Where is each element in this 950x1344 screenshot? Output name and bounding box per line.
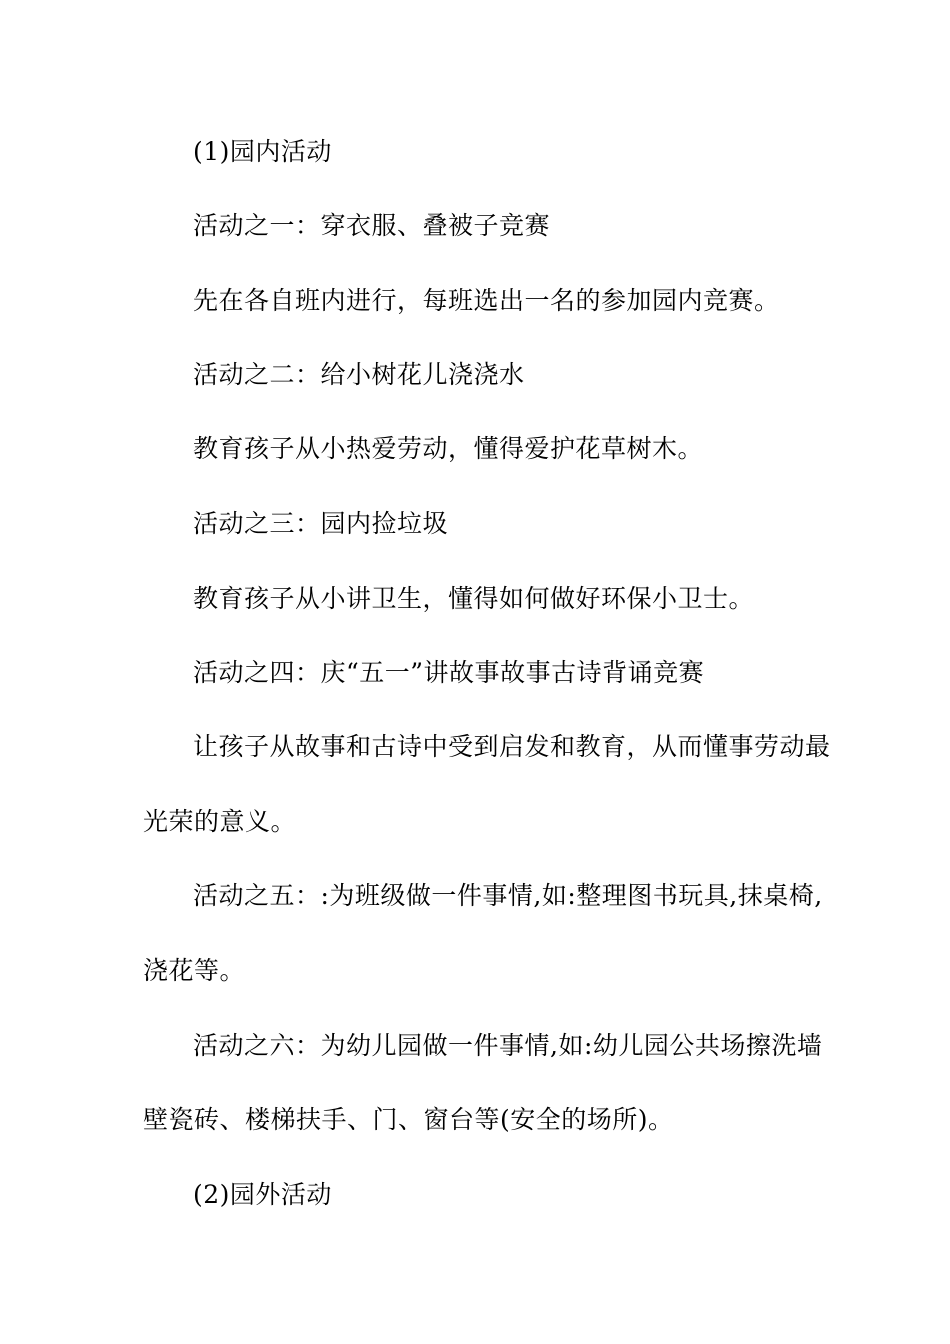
- activity-4-desc-line-1: 让孩子从故事和古诗中受到启发和教育，从而懂事劳动最: [193, 732, 831, 761]
- section-heading-1: (1)园内活动: [193, 137, 332, 166]
- activity-6-line-1: 活动之六：为幼儿园做一件事情,如:幼儿园公共场擦洗墙: [193, 1031, 823, 1060]
- activity-6-line-2: 壁瓷砖、楼梯扶手、门、窗台等(安全的场所)。: [143, 1105, 674, 1134]
- activity-5-line-2: 浇花等。: [143, 956, 246, 985]
- activity-5-line-1: 活动之五：:为班级做一件事情,如:整理图书玩具,抹桌椅,: [193, 881, 823, 910]
- activity-4-title: 活动之四：庆“五一”讲故事故事古诗背诵竞赛: [193, 658, 705, 687]
- activity-1-title: 活动之一：穿衣服、叠被子竞赛: [193, 211, 551, 240]
- activity-3-title: 活动之三：园内捡垃圾: [193, 509, 449, 538]
- section-heading-2: (2)园外活动: [193, 1180, 332, 1209]
- activity-2-title: 活动之二：给小树花儿浇浇水: [193, 360, 525, 389]
- activity-4-desc-line-2: 光荣的意义。: [143, 807, 297, 836]
- activity-3-desc: 教育孩子从小讲卫生，懂得如何做好环保小卫士。: [193, 584, 755, 613]
- activity-1-desc: 先在各自班内进行，每班选出一名的参加园内竞赛。: [193, 286, 780, 315]
- activity-2-desc: 教育孩子从小热爱劳动，懂得爱护花草树木。: [193, 434, 704, 463]
